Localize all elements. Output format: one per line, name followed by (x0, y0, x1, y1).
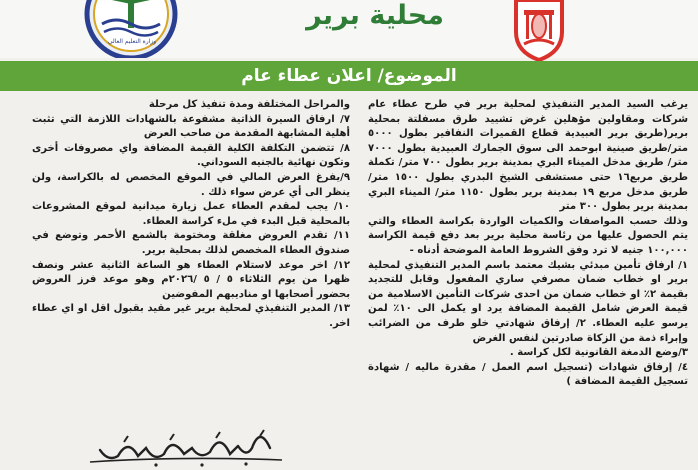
condition-3: ٣/وضع الدمغة القانونية لكل كراسة . (509, 347, 688, 359)
condition-13: ١٣/ المدير التنفيذي لمحلية برير غير مقيد بقبول اقل او اي عطاء اخر. (32, 303, 350, 329)
left-logo-caption: وزارة التعليم العالي (107, 38, 157, 45)
announcement-right-column (368, 98, 688, 390)
header (0, 0, 698, 58)
handwritten-signature (60, 418, 320, 470)
condition-8: ٨/ تتضمن التكلفة الكلية القيمة المضافة واي مصروفات أخرى وتكون نهائية بالجنيه السوداني. (32, 142, 350, 169)
condition-9: ٩/يفرغ العرض المالي في الموقع المخصص له بالكراسة، ولن ينظر الى أي عرض سواء ذلك . (32, 171, 350, 198)
condition-7: ٧/ ارفاق السيرة الذاتية مشفوعة بالشهادات اللازمة التي تثبت أهلية المشابهة المقدمة من صاحب العرض (32, 113, 350, 140)
condition-4: ٤/ إرفاق شهادات (تسجيل اسم العمل / مقدرة ماليه / شهادة تسجيل القيمة المضافة ) (368, 361, 688, 388)
condition-11: ١١/ تقدم العروض مغلقة ومختومة بالشمع الأحمر وتوضع في صندوق العطاء المخصص لذلك بمحلية برير. (32, 230, 350, 256)
palm-tree-emblem-icon (84, 0, 178, 58)
page-title: محلية برير (306, 0, 444, 31)
announcement-left-column (32, 98, 350, 332)
condition-1-2: ١/ ارفاق تأمين مبدئي بشيك معتمد باسم المدير التنفيذي لمحلية برير او خطاب ضمان مصرفي ساري المفعول وقابل للتجديد بقيمة ٢٪ او خطاب ضمان من احدى شركات التأمين الاسلامية من قيمة العرض شامل القيمة المضافة يرد او يكمل الى ١٠٪ لمن يرسو عليه العطاء. ٢/ إرفاق شهادتي خلو طرف من الضرائب وإبراء ذمة من الزكاة صادرتين لنفس الغرض (368, 259, 688, 344)
shield-emblem-icon (510, 0, 568, 62)
subject-banner: الموضوع/ اعلان عطاء عام (0, 61, 698, 91)
condition-12: ١٢/ اخر موعد لاستلام العطاء هو الساعة الثانية عشر ونصف ظهرا من يوم الثلاثاء ٥ / ٥ /٢٠٢٦م وهو موعد فرز العروض بحضور أصحابها او مناديبهم المفوضين (32, 259, 351, 300)
condition-10: ١٠/ يجب لمقدم العطاء عمل زيارة ميدانية لموقع المشروعات بالمحلية قبل البدء في ملء كراسة العطاء. (32, 201, 350, 227)
continued-text: والمراحل المختلفة ومدة تنفيذ كل مرحلة (148, 99, 350, 110)
intro-paragraph: يرغب السيد المدير التنفيذي لمحلية برير في طرح عطاء عام شركات ومقاولين مؤهلين غرض تشييد طرق مسفلتة بمحلية برير(طريق برير العبيدية قطاع القميرات النفافير بطول ٥٠٠٠ متر/طريق صينية ابوحمد الى سوق الجمارك العبيدية بطول ٧٠٠٠ متر/ طريق مدخل الميناء البري بمدينة برير بطول ٧٠٠ متر/ تكملة طريق مربع١٦ حتى مستشفى الشيخ البدري بطول ١٥٠٠ متر/ طريق مدخل مربع ١٩ بمدينة برير بطول ١١٥٠ متر/ الميناء البري بمدينة برير بطول ٣٠٠ متر (368, 99, 688, 213)
conditions-intro: وذلك حسب المواصفات والكميات الواردة بكراسة العطاء والتي يتم الحصول عليها من رئاسة محلية برير بعد دفع قيمة الكراسة ١٠٠,٠٠٠ جنيه لا ترد وفق الشروط العامة الموضحة أدناه - (368, 215, 688, 256)
